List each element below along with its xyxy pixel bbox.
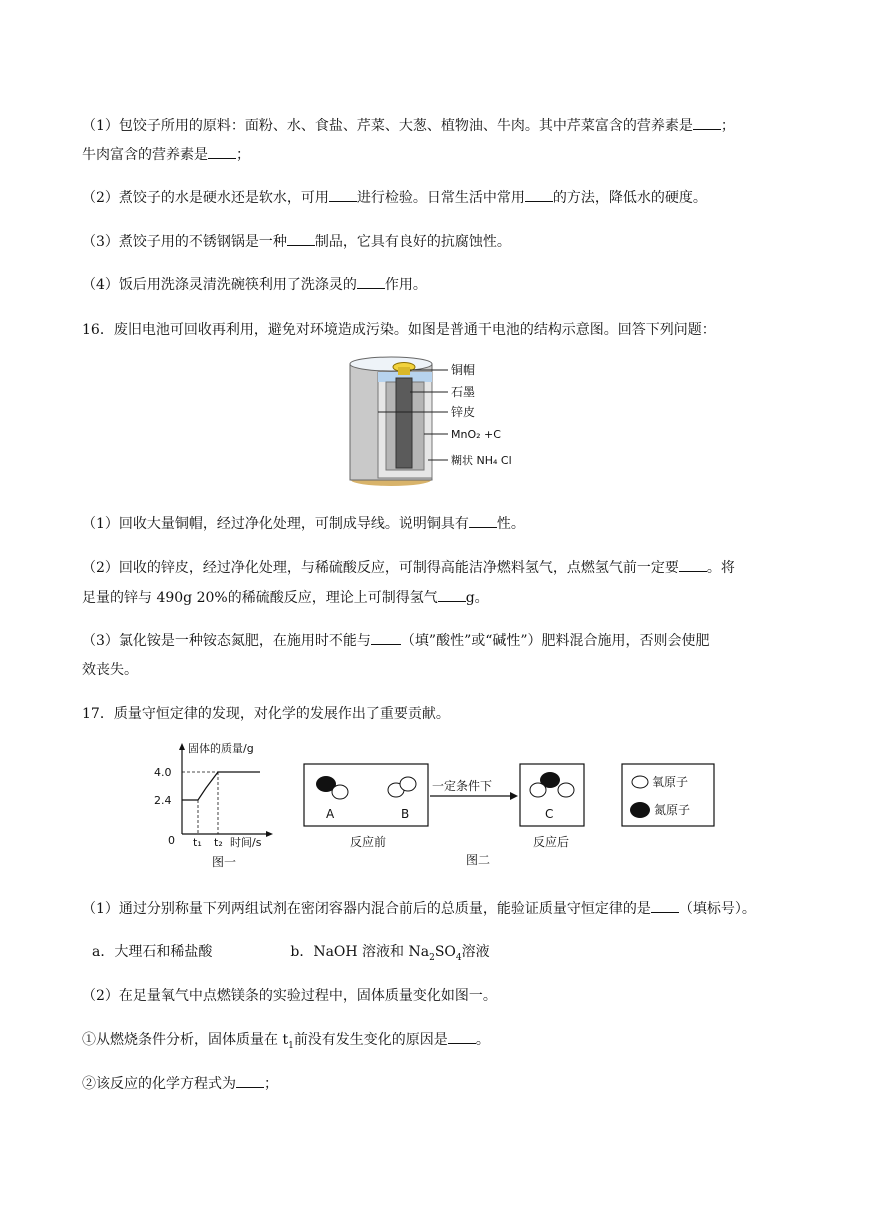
- q17-part2-ii-text-b: ；: [264, 1076, 278, 1092]
- molecule-b-label: B: [401, 807, 410, 821]
- answer-blank[interactable]: [371, 630, 401, 645]
- oxygen-atom: [558, 783, 574, 797]
- q15-part3-text-b: 制品，它具有良好的抗腐蚀性。: [314, 234, 511, 250]
- q15-part1-text-d: ；: [236, 147, 250, 163]
- answer-blank[interactable]: [469, 513, 497, 528]
- q15-part2-text-c: 的方法，降低水的硬度。: [552, 190, 707, 206]
- q17-options: [92, 942, 490, 968]
- q15-part4-text-a: （4）饭后用洗涤灵清洗碗筷利用了洗涤灵的: [82, 277, 357, 293]
- answer-blank[interactable]: [287, 231, 315, 246]
- oxygen-atom: [530, 783, 546, 797]
- q15-part1-line2: [82, 144, 250, 165]
- q15-part1-text-c: 牛肉富含的营养素是: [82, 147, 208, 163]
- q15-part1-line1: [82, 115, 735, 136]
- arrow-condition-text: 一定条件下: [432, 779, 493, 793]
- y-tick-4: 4.0: [154, 766, 172, 779]
- q16-part2-text-c: 足量的锌与 490g 20%的稀硫酸反应，理论上可制得氢气: [82, 590, 438, 606]
- q16-part2-text-d: g。: [465, 590, 489, 606]
- after-caption: 反应后: [533, 835, 570, 849]
- x-axis-arrow: [266, 831, 273, 837]
- copper-cap-stem: [398, 367, 410, 375]
- q16-part3-line1: [82, 630, 710, 651]
- reaction-arrowhead: [510, 792, 518, 800]
- figure-2-caption: 图二: [466, 853, 491, 867]
- x-tick-t2: t₂: [214, 836, 223, 849]
- label-copper-cap: 铜帽: [451, 363, 476, 377]
- q17-part2: （2）在足量氧气中点燃镁条的实验过程中，固体质量变化如图一。: [82, 988, 497, 1004]
- oxygen-atom: [332, 785, 348, 799]
- y-tick-2-4: 2.4: [154, 794, 172, 807]
- origin-label: 0: [168, 834, 175, 847]
- answer-blank[interactable]: [651, 898, 679, 913]
- figure-1-caption: 图一: [212, 855, 237, 869]
- q15-part1-text-a: （1）包饺子所用的原料：面粉、水、食盐、芹菜、大葱、植物油、牛肉。其中芹菜富含的营养素是: [82, 118, 693, 134]
- q17-part2-i-text-b: 前没有发生变化的原因是: [293, 1032, 448, 1048]
- q15-part3: [82, 231, 511, 252]
- answer-blank[interactable]: [679, 557, 707, 572]
- q16-part3-text-a: （3）氯化铵是一种铵态氮肥，在施用时不能与: [82, 633, 371, 649]
- answer-blank[interactable]: [448, 1029, 476, 1044]
- figure-1-mass-graph: [154, 740, 285, 870]
- legend-nitrogen-label: 氮原子: [654, 803, 691, 817]
- q16-part3-line2: 效丧失。: [82, 662, 138, 678]
- q16-part2-line2: [82, 587, 489, 608]
- q15-part4-text-b: 作用。: [384, 277, 427, 293]
- label-nh4cl: 糊状 NH₄ Cl: [451, 454, 512, 467]
- q15-part2: [82, 187, 707, 208]
- figure-2-reaction-diagram: [300, 760, 720, 872]
- label-mno2: MnO₂ +C: [451, 428, 501, 441]
- battery-top: [350, 357, 432, 371]
- q15-part1-text-b: ；: [720, 118, 735, 134]
- molecule-a-label: A: [326, 807, 335, 821]
- legend-nitrogen-icon: [630, 802, 650, 818]
- label-zinc: 锌皮: [451, 405, 476, 419]
- subscript: 1: [288, 1040, 294, 1051]
- x-axis-label: 时间/s: [230, 836, 262, 849]
- battery-diagram: [348, 356, 538, 488]
- q16-part1-text-b: 性。: [496, 516, 525, 532]
- q17-part1: [82, 898, 756, 919]
- answer-blank[interactable]: [357, 274, 385, 289]
- q16-part2-text-a: （2）回收的锌皮，经过净化处理，与稀硫酸反应，可制得高能洁净燃料氢气，点燃氢气前一定要: [82, 560, 679, 576]
- q16-part1: [82, 513, 525, 534]
- q17-part1-text-a: （1）通过分别称量下列两组试剂在密闭容器内混合前后的总质量，能验证质量守恒定律的是: [82, 901, 651, 917]
- q15-part2-text-a: （2）煮饺子的水是硬水还是软水，可用: [82, 190, 329, 206]
- label-graphite: 石墨: [451, 385, 476, 399]
- q17-part2-ii-text-a: ②该反应的化学方程式为: [82, 1076, 236, 1092]
- q15-part4: [82, 274, 427, 295]
- q16-part2-line1: [82, 557, 735, 578]
- answer-blank[interactable]: [693, 115, 721, 130]
- q17-part1-text-b: （填标号）。: [678, 901, 756, 917]
- q15-part3-text-a: （3）煮饺子用的不锈钢锅是一种: [82, 234, 287, 250]
- before-caption: 反应前: [350, 835, 387, 849]
- q17-stem: 17．质量守恒定律的发现，对化学的发展作出了重要贡献。: [82, 706, 450, 722]
- q17-part2-ii: [82, 1073, 278, 1094]
- q16-part1-text-a: （1）回收大量铜帽，经过净化处理，可制成导线。说明铜具有: [82, 516, 469, 532]
- q17-part2-i-text-c: 。: [475, 1032, 490, 1048]
- q16-part3-text-b: （填”酸性”或“碱性”）肥料混合施用，否则会使肥: [400, 633, 710, 649]
- q17-part2-i: [82, 1029, 490, 1056]
- molecule-c-label: C: [545, 807, 554, 821]
- answer-blank[interactable]: [236, 1073, 264, 1088]
- q16-part2-text-b: 。将: [706, 560, 735, 576]
- answer-blank[interactable]: [208, 144, 236, 159]
- oxygen-atom: [400, 777, 416, 791]
- x-tick-t1: t₁: [193, 836, 202, 849]
- y-axis-arrow: [179, 743, 185, 750]
- option-a: a．大理石和稀盐酸: [92, 944, 213, 960]
- option-b: b．NaOH 溶液和 $Na_2SO_4$溶液: [290, 944, 490, 963]
- graphite-rod: [396, 378, 412, 468]
- legend-oxygen-label: 氧原子: [652, 775, 689, 789]
- q16-stem: 16．废旧电池可回收再利用，避免对环境造成污染。如图是普通干电池的结构示意图。回答下列问题：: [82, 322, 716, 338]
- y-axis-label: 固体的质量/g: [188, 742, 254, 755]
- q15-part2-text-b: 进行检验。日常生活中常用: [356, 190, 525, 206]
- legend-oxygen-icon: [632, 776, 648, 788]
- answer-blank[interactable]: [525, 187, 553, 202]
- q17-part2-i-text-a: ①从燃烧条件分析，固体质量在 t: [82, 1032, 289, 1048]
- answer-blank[interactable]: [329, 187, 357, 202]
- before-box: [304, 764, 428, 826]
- answer-blank[interactable]: [438, 587, 466, 602]
- mass-curve: [182, 772, 260, 800]
